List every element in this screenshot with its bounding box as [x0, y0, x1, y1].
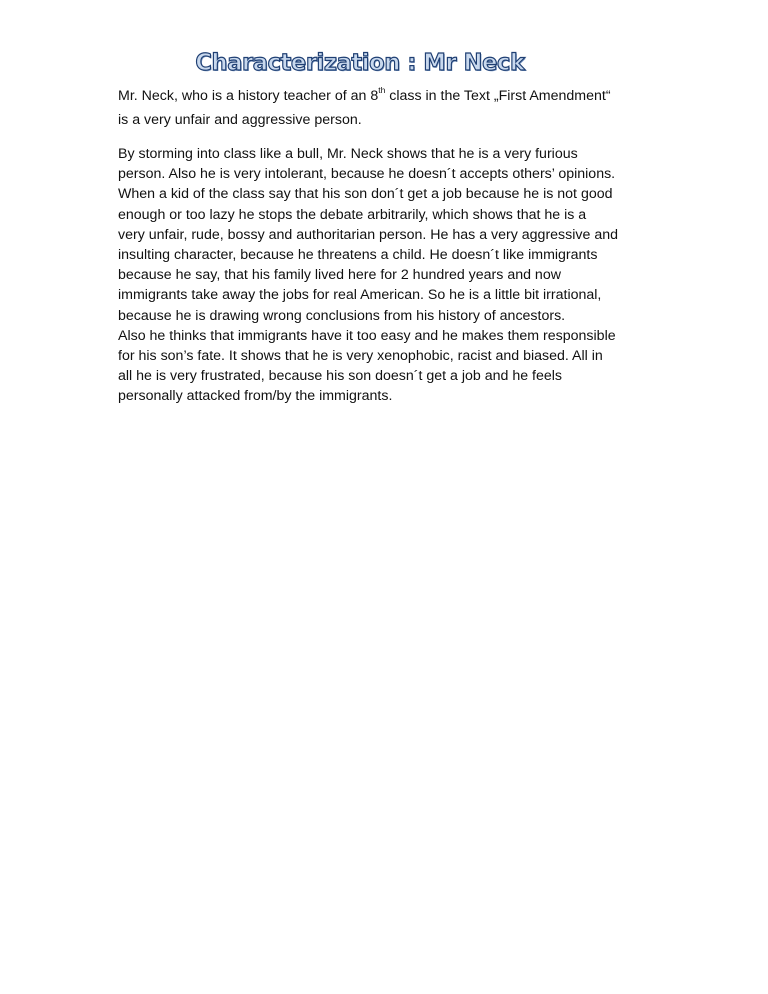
body-line: person. Also he is very intolerant, because he doesn´t accepts others’ opinions. [118, 166, 616, 183]
body-line: immigrants take away the jobs for real American. So he is a little bit irrational, [118, 287, 602, 304]
intro-line-2: is a very unfair and aggressive person. [118, 112, 362, 128]
document-title: Characterization : Mr Neck [195, 50, 525, 76]
intro-text-before-sup: Mr. Neck, who is a history teacher of an 8 [118, 88, 379, 104]
body-line: insulting character, because he threatens a child. He doesn´t like immigrants [118, 247, 598, 264]
body-line: By storming into class like a bull, Mr. Neck shows that he is a very furious [118, 146, 578, 162]
body-line: enough or too lazy he stops the debate arbitrarily, which shows that he is a [118, 206, 587, 223]
intro-line-1 [118, 84, 658, 108]
body-line: because he say, that his family lived here for 2 hundred years and now [118, 267, 561, 284]
body-line: for his son’s fate. It shows that he is very xenophobic, racist and biased. All in [118, 348, 603, 365]
body-line: personally attacked from/by the immigrants. [118, 388, 393, 405]
body-line: Also he thinks that immigrants have it too easy and he makes them responsible [118, 327, 616, 344]
body-paragraph [118, 144, 658, 407]
intro-paragraph [118, 84, 658, 132]
body-line: because he is drawing wrong conclusions from his history of ancestors. [118, 307, 566, 324]
ordinal-suffix: th [378, 85, 386, 96]
intro-text-after-sup: class in the Text „First Amendment“ [385, 88, 611, 104]
body-line: all he is very frustrated, because his son doesn´t get a job and he feels [118, 368, 563, 385]
body-line: When a kid of the class say that his son don´t get a job because he is not good [118, 186, 613, 203]
body-line: very unfair, rude, bossy and authoritarian person. He has a very aggressive and [118, 226, 618, 243]
